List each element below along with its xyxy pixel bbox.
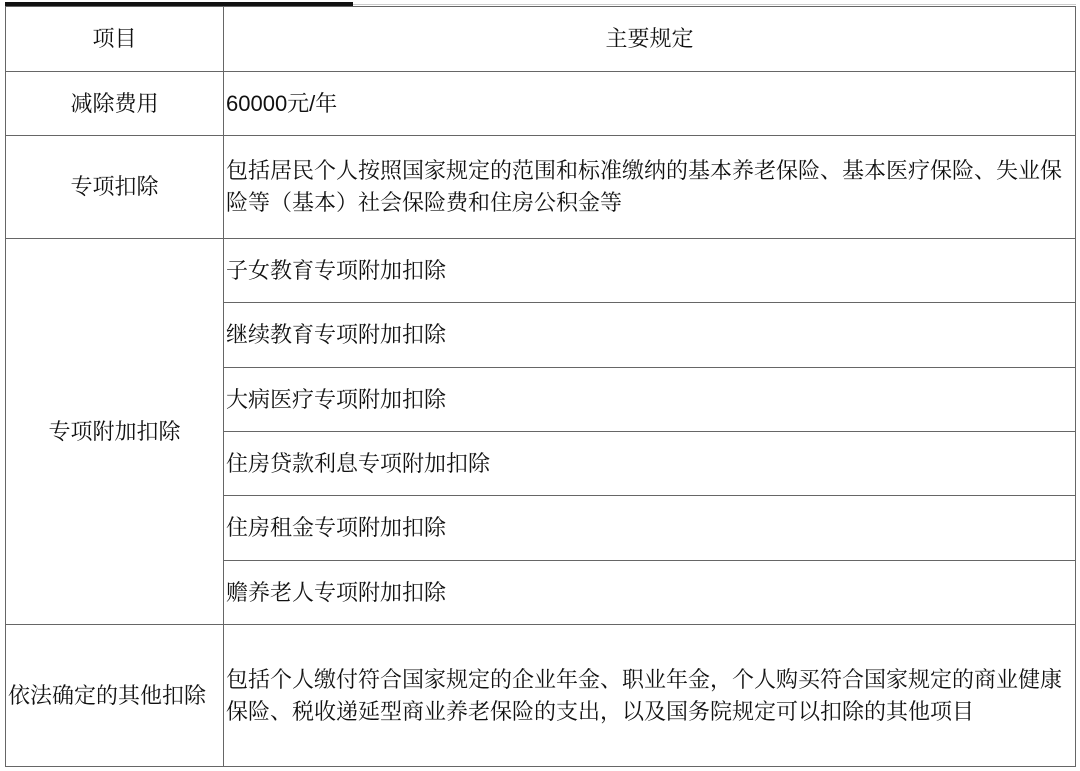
row-rule: 子女教育专项附加扣除 xyxy=(224,239,1076,303)
header-rule: 主要规定 xyxy=(224,7,1076,72)
row-item: 专项附加扣除 xyxy=(6,239,224,625)
table-row xyxy=(6,136,1076,239)
row-rule: 住房贷款利息专项附加扣除 xyxy=(224,432,1076,496)
deduction-table xyxy=(5,6,1076,767)
row-item: 依法确定的其他扣除 xyxy=(6,625,224,767)
table-row xyxy=(6,72,1076,136)
table-row xyxy=(6,625,1076,767)
row-rule: 包括居民个人按照国家规定的范围和标准缴纳的基本养老保险、基本医疗保险、失业保险等（基本）社会保险费和住房公积金等 xyxy=(224,136,1076,239)
row-rule: 60000元/年 xyxy=(224,72,1076,136)
row-rule: 住房租金专项附加扣除 xyxy=(224,496,1076,561)
table-header-row xyxy=(6,7,1076,72)
header-item: 项目 xyxy=(6,7,224,72)
table-row xyxy=(6,239,1076,303)
row-rule: 继续教育专项附加扣除 xyxy=(224,303,1076,368)
row-item: 专项扣除 xyxy=(6,136,224,239)
row-rule: 赡养老人专项附加扣除 xyxy=(224,561,1076,625)
top-divider xyxy=(353,4,1076,5)
row-rule: 包括个人缴付符合国家规定的企业年金、职业年金，个人购买符合国家规定的商业健康保险、税收递延型商业养老保险的支出，以及国务院规定可以扣除的其他项目 xyxy=(224,625,1076,767)
row-item: 减除费用 xyxy=(6,72,224,136)
row-rule: 大病医疗专项附加扣除 xyxy=(224,368,1076,432)
